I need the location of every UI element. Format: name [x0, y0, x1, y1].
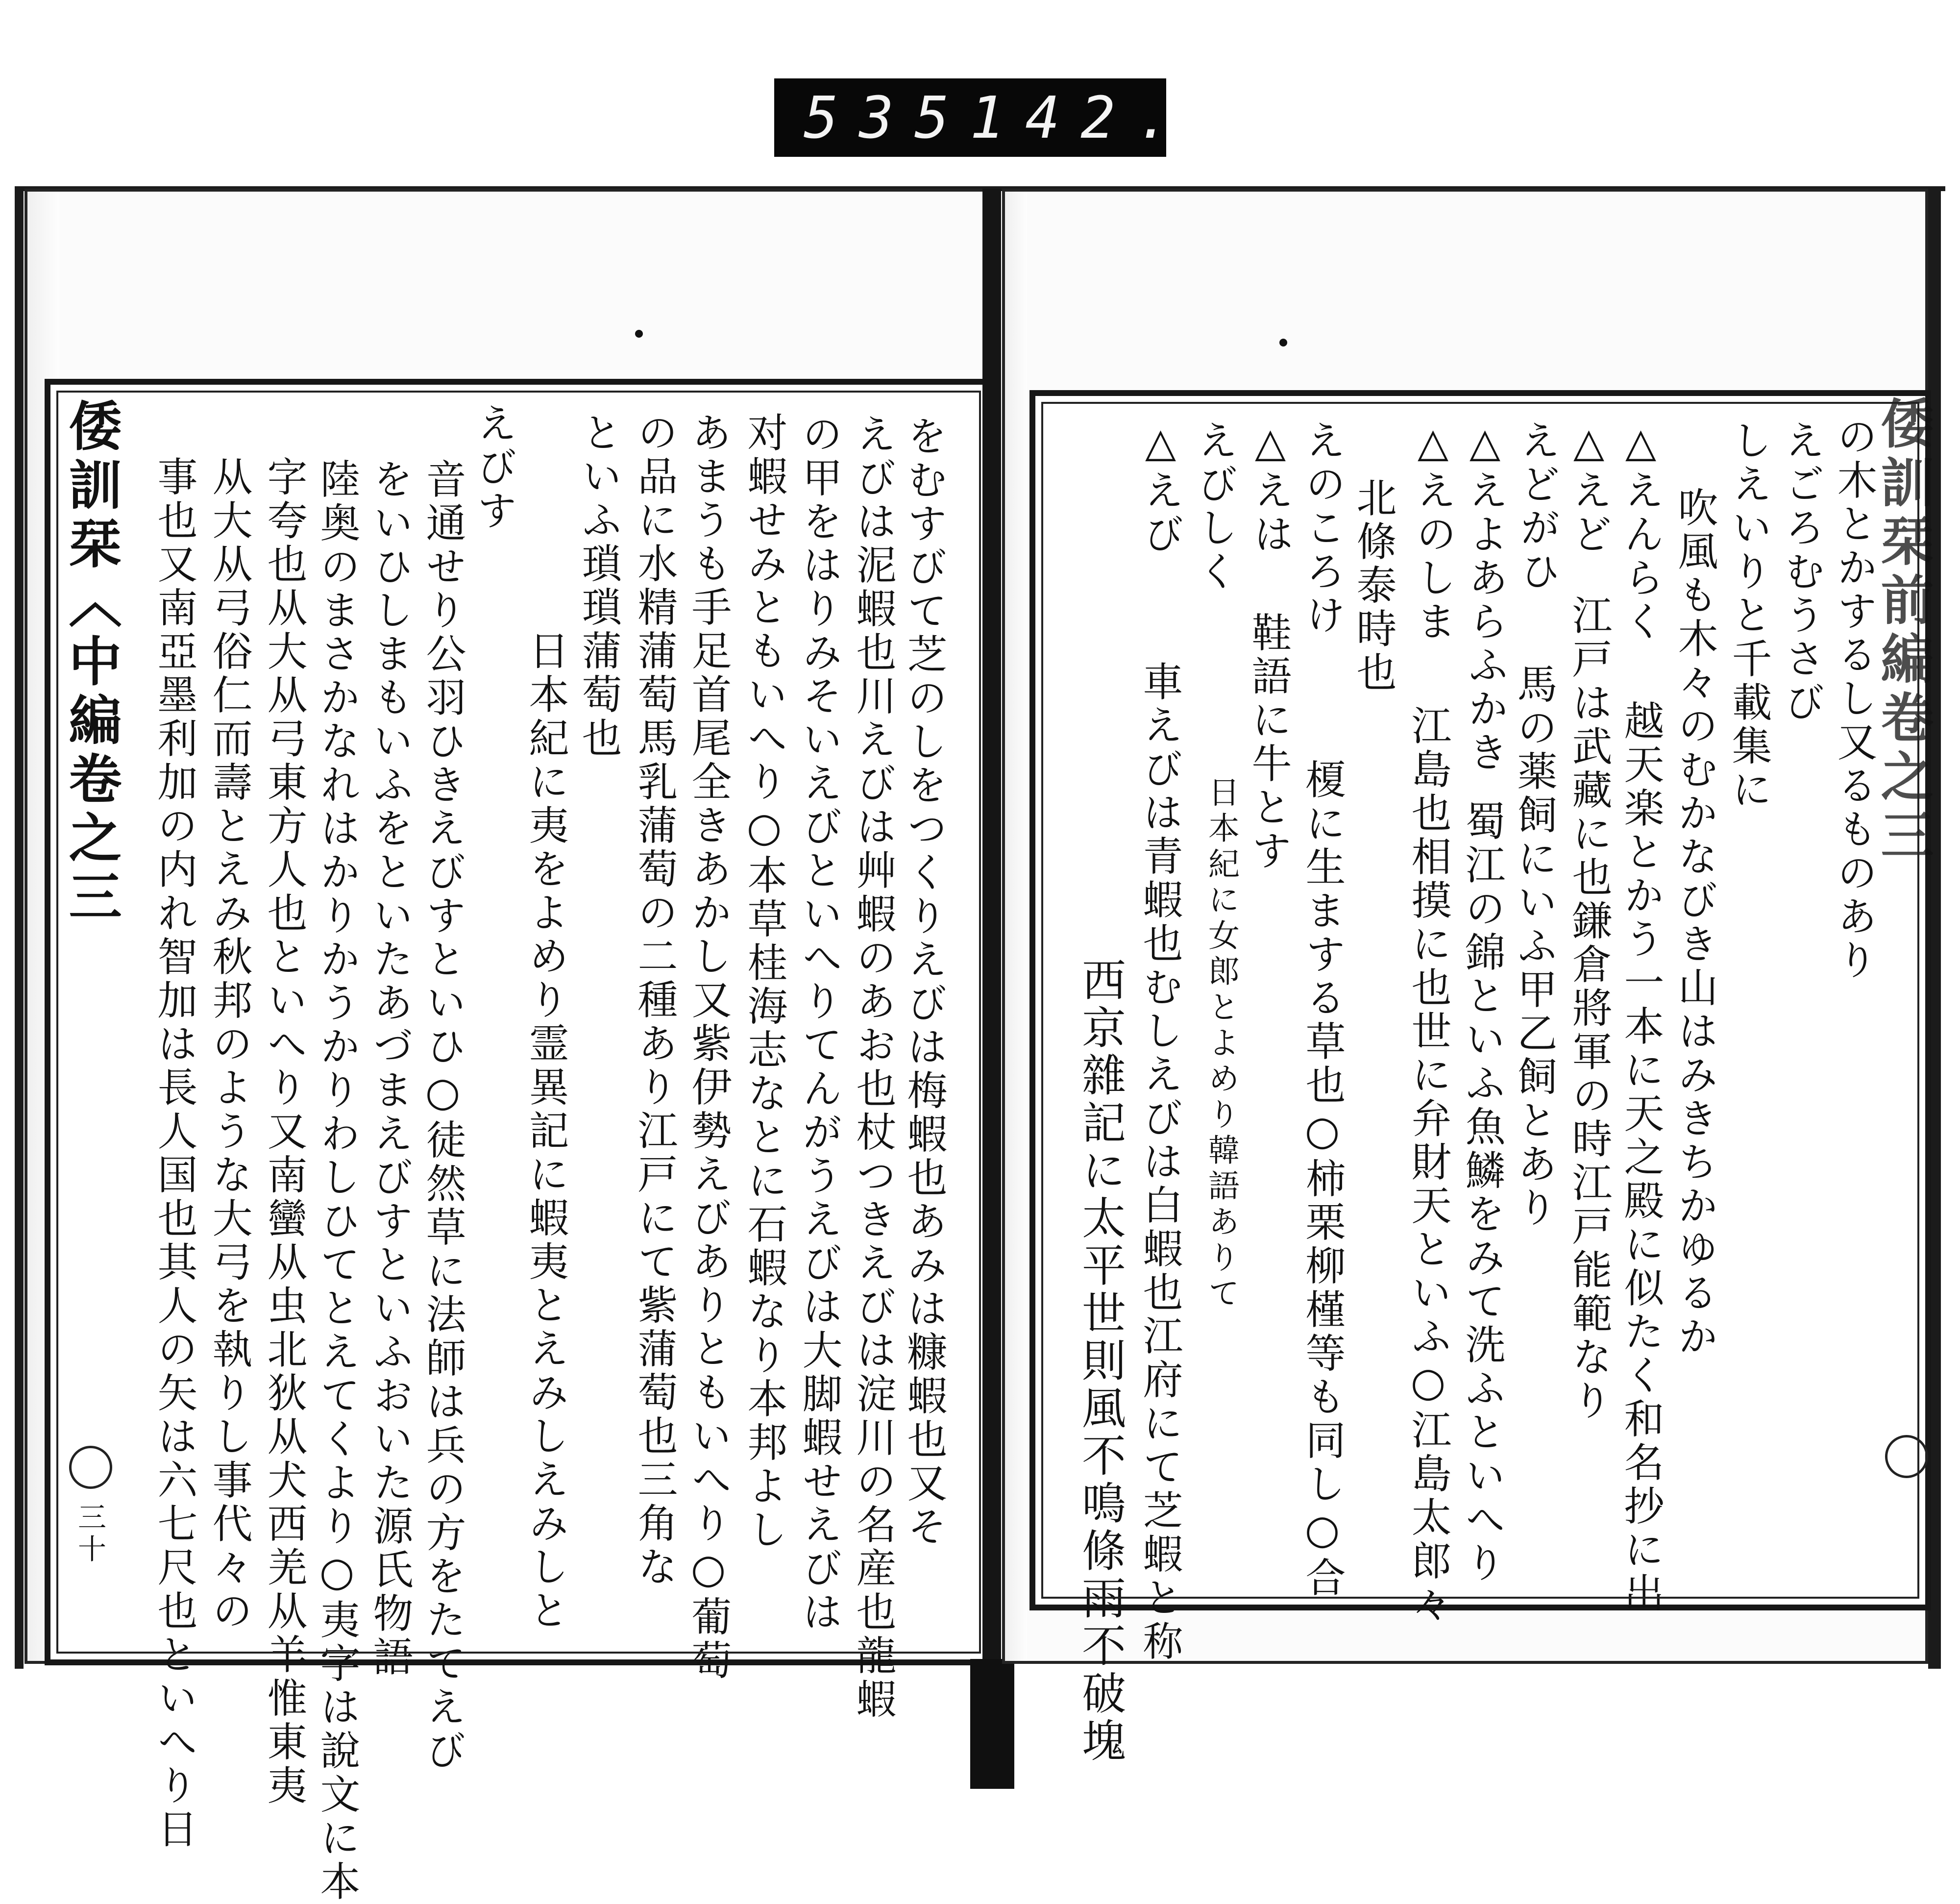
- right-column-23: 車えびは青蝦也むしえびは白蝦也江府にて芝蝦と称: [1136, 661, 1183, 1664]
- left-column-12: 陸奥のまさかなれはかりかうかりわしひてとえてくより○夷字は說文に本: [314, 458, 360, 1904]
- right-column-2: えごろむうさび: [1778, 420, 1825, 725]
- right-column-20: 日本紀に女郎とよめり韓語ありて: [1203, 776, 1239, 1312]
- left-column-1: をむすびて芝のしをつくりえびは梅蝦也あみは糠蝦也又そ: [901, 415, 947, 1549]
- left-page-folio: 三十: [73, 1502, 106, 1566]
- left-column-14: 从大从弓俗仁而壽とえみ秋邦のような大弓を執りし事代々の: [206, 456, 252, 1633]
- catalog-number-left: 535: [804, 84, 970, 151]
- right-column-8: 江戸は武藏に也鎌倉將軍の時江戸能範なり: [1566, 594, 1612, 1423]
- right-page: [1002, 189, 1934, 1765]
- right-column-22: △えび: [1137, 420, 1184, 557]
- left-page-frame: [45, 379, 993, 1904]
- right-column-7: △えど: [1566, 420, 1612, 557]
- left-column-9: えびす: [470, 402, 517, 533]
- left-column-7: といふ瑣瑣蒲萄也: [575, 412, 622, 761]
- left-column-2: えびは泥蝦也川えびは艸蝦のあお也杖つきえびは淀川の名産也龍蝦: [850, 413, 896, 1722]
- right-column-5: △えんらく: [1617, 420, 1664, 644]
- left-page: [24, 189, 992, 1904]
- right-column-4: 吹風も木々のむかなびき山はみきちかゆるか: [1671, 487, 1718, 1359]
- right-column-9: えどがひ: [1514, 420, 1560, 594]
- right-column-18: △えは: [1247, 420, 1294, 557]
- right-page-dot: [1279, 339, 1287, 346]
- book-left-edge: [15, 186, 24, 1669]
- book-spine-lower-block: [970, 1659, 1014, 1789]
- right-column-11: △えよあらふかき: [1462, 420, 1508, 775]
- left-column-3: の甲をはりみそいえびといへりてんがうえびは大脚蝦せえびは: [796, 413, 842, 1634]
- right-column-21: えびしく: [1191, 420, 1238, 594]
- right-page-shadow: [1005, 192, 1027, 1661]
- right-page-margin-circle: [1885, 1435, 1928, 1478]
- left-column-6: の品に水精蒲萄馬乳蒲萄の二種あり江戸にて紫蒲萄也三角な: [631, 412, 678, 1589]
- right-column-17: 榎に生まする草也○柿栗柳槿等も同し○合: [1299, 759, 1346, 1600]
- left-column-8: 日本紀に夷をよめり霊異記に蝦夷とえみしえみしと: [522, 630, 569, 1633]
- right-column-19: 鞋語に牛とす: [1245, 612, 1292, 873]
- right-column-14: 江島也相摸に也世に弁財天といふ○江島太郎々: [1405, 705, 1451, 1627]
- right-column-10: 馬の薬飼にいふ甲乙飼とあり: [1511, 663, 1557, 1230]
- right-column-16: えのころけ: [1299, 420, 1346, 638]
- left-page-folio-circle: [69, 1446, 112, 1489]
- left-column-10: 音通せり公羽ひきえびすといひ○徒然草に法師は兵の方をたてえび: [419, 458, 466, 1773]
- right-column-6: 越天楽とかう一本に天之殿に似たく和名抄に出: [1617, 700, 1664, 1616]
- left-column-4: 对蝦せみともいへり○本草桂海志なとに石蝦なり本邦よし: [741, 412, 787, 1552]
- left-column-13: 字夸也从大从弓東方人也といへり又南蠻从虫北狄从犬西羌从羊惟東夷: [261, 456, 307, 1808]
- right-column-24: 西京雜記に太平世則風不鳴條雨不破塊: [1074, 957, 1126, 1765]
- right-column-3: しえいりと千載集に: [1725, 420, 1772, 812]
- catalog-number-right: 142.: [970, 84, 1192, 151]
- right-column-13: △えのしま: [1410, 420, 1456, 644]
- right-column-15: 北條泰時也: [1350, 477, 1396, 695]
- book-spine: [982, 189, 1001, 1772]
- left-column-15: 事也又南亞墨利加の内れ智加は長人国也其人の矢は六七尺也といへり日: [151, 456, 197, 1852]
- right-column-12: 蜀江の錦といふ魚鱗をみて洗ふといへり: [1459, 800, 1505, 1585]
- right-column-1: の木とかするし又るものあり: [1831, 416, 1877, 983]
- left-page-dot: [635, 330, 643, 338]
- right-page-header-title: 倭訓栞前編卷之三: [1872, 396, 1934, 866]
- left-page-header-title: 倭訓栞〈中編卷之三: [60, 398, 122, 928]
- catalog-label: [774, 78, 1192, 157]
- right-page-frame: [1029, 390, 1934, 1765]
- left-column-11: をいひしまもいふをといたあづまえびすといふおいた源氏物語: [367, 458, 413, 1680]
- left-column-5: あまうも手足首尾全きあかし又紫伊勢えびありともいへり○葡萄: [685, 412, 732, 1683]
